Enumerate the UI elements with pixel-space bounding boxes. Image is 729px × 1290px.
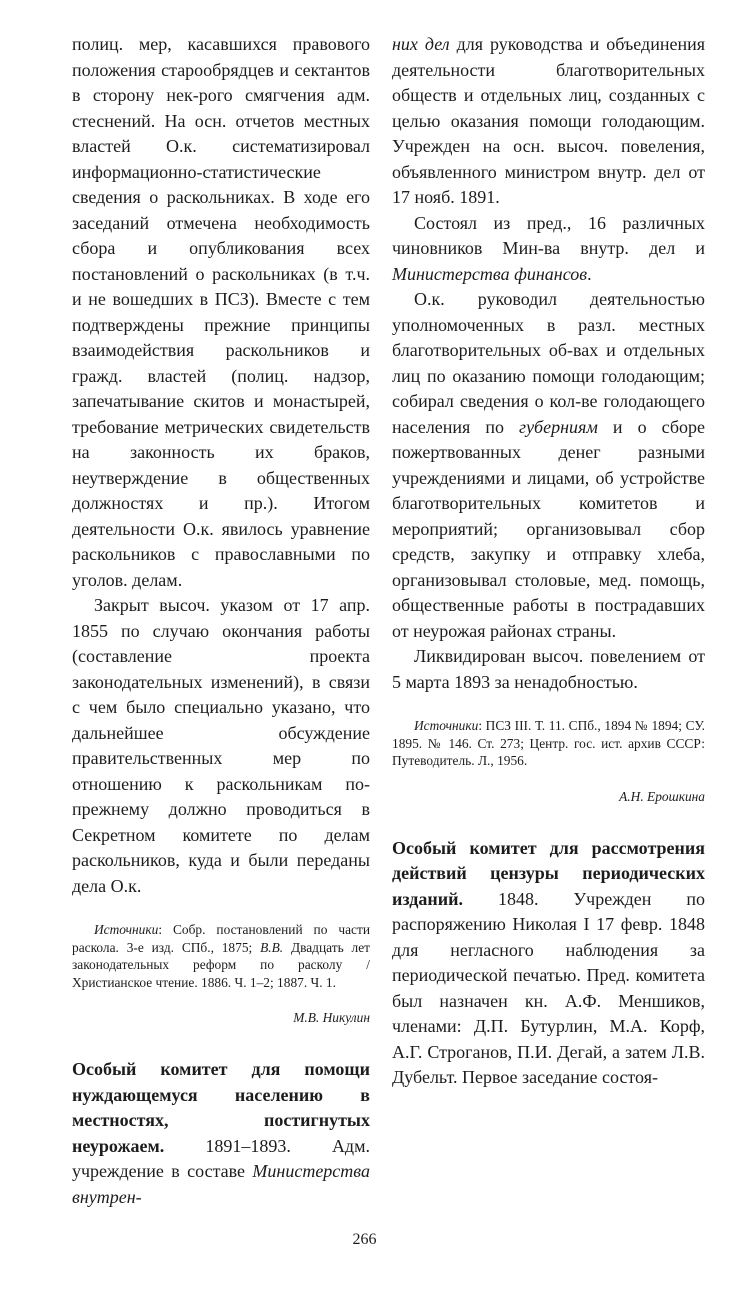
entry-title: Особый комитет для рассмотрения действий цензуры периодических изданий. bbox=[392, 837, 705, 909]
right-author-signature: А.Н. Ерошкина bbox=[619, 788, 705, 804]
sources-label: Источники bbox=[94, 922, 159, 937]
paragraph-text: . bbox=[587, 263, 592, 284]
entry-title: Особый комитет для помощи нуждающемуся населению в местностях, постигнутых неурожаем. bbox=[72, 1059, 370, 1156]
left-column bbox=[72, 32, 370, 1210]
left-paragraph-2: Закрыт высоч. указом от 17 апр. 1855 по случаю окончания работы (составление проекта законодательных изменений), в связи с чем было специально указано, что дальнейшее обсуждение правительственных мер по отношению к раскольникам по-прежнему должно проводиться в Секретном комитете по делам раскольников, куда и были переданы дела О.к. bbox=[72, 595, 370, 896]
paragraph-text: О.к. руководил деятельностью уполномоченных в разл. местных благотворительных об-вах и отдельных лиц по оказанию помощи голодающим; собирал сведения о кол-ве голодающего населения по bbox=[392, 289, 705, 437]
italic-ref: губерниям bbox=[519, 416, 598, 437]
left-paragraph-1: полиц. мер, касавшихся правового положения старообрядцев и сектантов в сторону нек-рого смягчения адм. стеснений. На осн. отчетов местных властей О.к. систематизировал информационно-статистические сведения о раскольниках. В ходе его заседаний отмечена необходимость сбора и опубликования всех постановлений о раскольниках (в т.ч. и не вошедших в ПСЗ). Вместе с тем подтверждены прежние принципы взаимодействия раскольников и гражд. властей (полиц. надзор, запечатывание скитов и монастырей, требование метрических свидетельств на законность их браков, неутверждение в общественных должностях и пр.). Итогом деятельности О.к. явилось уравнение раскольников с православными по уголов. делам. bbox=[72, 34, 370, 590]
left-sources bbox=[72, 921, 370, 991]
paragraph-text: для руководства и объединения деятельности благотворительных обществ и отдельных лиц, созданных с целью оказания помощи голодающим. Учрежден на осн. высоч. повеления, объявленного министром внутр. дел от 17 нояб. 1891. bbox=[392, 34, 705, 207]
right-paragraph-1 bbox=[392, 32, 705, 211]
entry-text: 1891–1893. Адм. учреждение в составе bbox=[72, 1135, 370, 1181]
right-paragraph-3 bbox=[392, 287, 705, 644]
right-paragraph-4: Ликвидирован высоч. повелением от 5 марта 1893 за ненадобностью. bbox=[392, 646, 705, 692]
right-paragraph-2 bbox=[392, 211, 705, 288]
entry-famine-relief-committee bbox=[72, 1057, 370, 1210]
italic-ref: них дел bbox=[392, 34, 450, 54]
paragraph-text: и о сборе пожертвованных денег разными учреждениями и лицами, об устройстве благотворительных комитетов и мероприятий; организовывал сбор средств, закупку и отправку хлеба, организовывал столовые, мед. помощь, общественные работы в пострадавших от неурожая районах страны. bbox=[392, 416, 705, 641]
sources-text: : Собр. постановлений по части раскола. 3-е изд. СПб., 1875; bbox=[72, 922, 370, 955]
right-sources bbox=[392, 717, 705, 770]
entry-censorship-committee bbox=[392, 836, 705, 1091]
sources-author: В.В. bbox=[260, 939, 284, 955]
left-author-signature: М.В. Никулин bbox=[293, 1010, 370, 1025]
sources-label: Источники bbox=[414, 718, 479, 733]
page-number: 266 bbox=[352, 1231, 377, 1248]
paragraph-text: Состоял из пред., 16 различных чиновников Мин-ва внутр. дел и bbox=[392, 212, 705, 258]
entry-italic-ref: Министерства внутрен- bbox=[72, 1161, 370, 1207]
entry-text: 1848. Учрежден по распоряжению Николая I 17 февр. 1848 для негласного наблюдения за периодической печатью. Пред. комитета был назначен кн. А.Ф. Меншиков, членами: Д.П. Бутурлин, М.А. Корф, А.Г. Строганов, П.И. Дегай, а затем Л.В. Дубельт. Первое заседание состоя- bbox=[392, 888, 705, 1087]
italic-ref: Министерства финансов bbox=[392, 263, 588, 284]
sources-text: : ПСЗ III. Т. 11. СПб., 1894 № 1894; СУ. 1895. № 146. Ст. 273; Центр. гос. ист. архив СССР: Путеводитель. Л., 1956. bbox=[392, 718, 705, 768]
right-column bbox=[392, 32, 705, 1091]
sources-text: Двадцать лет законодательных реформ по расколу / Христианское чтение. 1886. Ч. 1–2; 1887. Ч. 1. bbox=[72, 939, 370, 990]
